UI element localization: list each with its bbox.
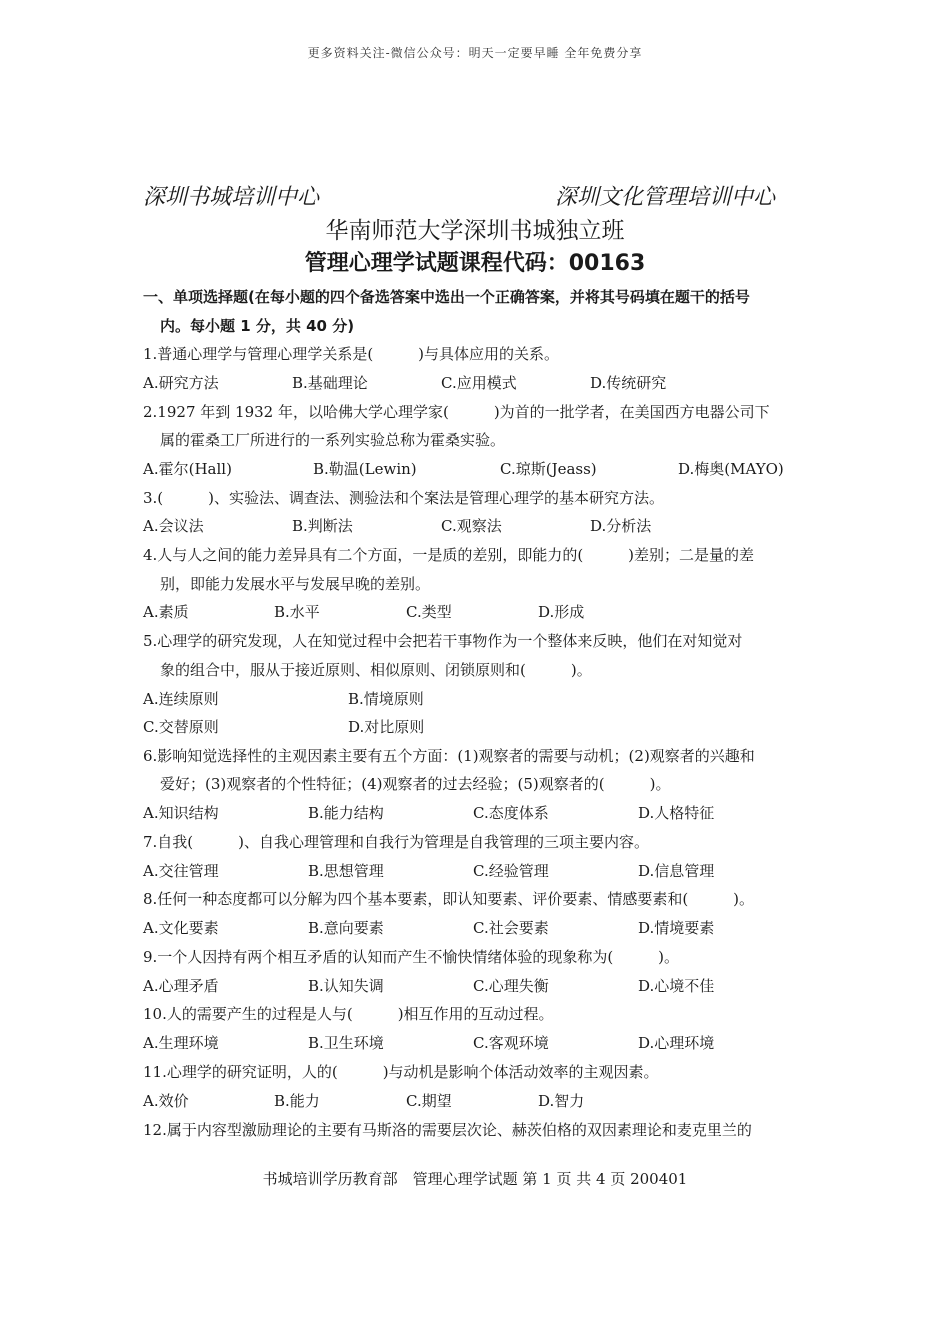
section-heading-cont: 内。每小题 1 分，共 40 分) [160, 317, 355, 335]
option-b: B.判断法 [292, 517, 353, 535]
option-a: A.知识结构 [143, 804, 219, 822]
option-b: B.勒温(Lewin) [313, 460, 417, 478]
option-a: A.研究方法 [143, 374, 219, 392]
option-a: A.霍尔(Hall) [143, 460, 232, 478]
option-c: C.类型 [406, 603, 452, 621]
option-a: A.文化要素 [143, 919, 219, 937]
option-d: D.信息管理 [638, 862, 715, 880]
question-6: 6.影响知觉选择性的主观因素主要有五个方面：(1)观察者的需要与动机；(2)观察者的兴趣和 [143, 747, 755, 765]
option-c: C.应用模式 [441, 374, 517, 392]
option-c: C.观察法 [441, 517, 502, 535]
option-a: A.心理矛盾 [143, 977, 219, 995]
option-d: D.形成 [538, 603, 585, 621]
option-c: C.交替原则 [143, 718, 219, 736]
option-b: B.能力结构 [308, 804, 384, 822]
question-2-cont: 属的霍桑工厂所进行的一系列实验总称为霍桑实验。 [160, 431, 506, 449]
option-a: A.交往管理 [143, 862, 219, 880]
option-d: D.情境要素 [638, 919, 715, 937]
question-5: 5.心理学的研究发现，人在知觉过程中会把若干事物作为一个整体来反映，他们在对知觉对 [143, 632, 743, 650]
option-b: B.情境原则 [348, 690, 424, 708]
question-10: 10.人的需要产生的过程是人与( )相互作用的互动过程。 [143, 1005, 554, 1023]
option-c: C.经验管理 [473, 862, 549, 880]
question-11: 11.心理学的研究证明，人的( )与动机是影响个体活动效率的主观因素。 [143, 1063, 659, 1081]
question-7: 7.自我( )、自我心理管理和自我行为管理是自我管理的三项主要内容。 [143, 833, 650, 851]
question-8: 8.任何一种态度都可以分解为四个基本要素，即认知要素、评价要素、情感要素和( )。 [143, 890, 755, 908]
page-footer: 书城培训学历教育部 管理心理学试题 第 1 页 共 4 页 200401 [262, 1170, 688, 1188]
option-c: C.态度体系 [473, 804, 549, 822]
option-b: B.意向要素 [308, 919, 384, 937]
option-d: D.梅奥(MAYO) [678, 460, 784, 478]
option-d: D.心理环境 [638, 1034, 715, 1052]
option-a: A.连续原则 [143, 690, 219, 708]
header-right: 深圳文化管理培训中心 [555, 185, 776, 210]
option-d: D.分析法 [590, 517, 652, 535]
question-9: 9.一个人因持有两个相互矛盾的认知而产生不愉快情绪体验的现象称为( )。 [143, 948, 680, 966]
banner: 更多资料关注-微信公众号：明天一定要早睡 全年免费分享 [307, 46, 643, 60]
option-d: D.传统研究 [590, 374, 667, 392]
option-b: B.卫生环境 [308, 1034, 384, 1052]
question-6-cont: 爱好；(3)观察者的个性特征；(4)观察者的过去经验；(5)观察者的( )。 [160, 775, 671, 793]
option-b: B.能力 [274, 1092, 320, 1110]
question-12: 12.属于内容型激励理论的主要有马斯洛的需要层次论、赫茨伯格的双因素理论和麦克里兰的 [143, 1121, 752, 1139]
question-4-cont: 别，即能力发展水平与发展早晚的差别。 [160, 575, 431, 593]
option-a: A.素质 [143, 603, 189, 621]
option-c: C.社会要素 [473, 919, 549, 937]
option-d: D.对比原则 [348, 718, 425, 736]
option-c: C.期望 [406, 1092, 452, 1110]
university-title: 华南师范大学深圳书城独立班 [325, 218, 625, 244]
option-b: B.水平 [274, 603, 320, 621]
question-4: 4.人与人之间的能力差异具有二个方面，一是质的差别，即能力的( )差别；二是量的差 [143, 546, 755, 564]
option-d: D.人格特征 [638, 804, 715, 822]
header-left: 深圳书城培训中心 [143, 185, 320, 210]
option-c: C.客观环境 [473, 1034, 549, 1052]
question-2: 2.1927 年到 1932 年，以哈佛大学心理学家( )为首的一批学者，在美国西方电器公司下 [143, 403, 770, 421]
option-a: A.会议法 [143, 517, 204, 535]
option-c: C.心理失衡 [473, 977, 549, 995]
option-c: C.琼斯(Jeass) [500, 460, 597, 478]
option-b: B.思想管理 [308, 862, 384, 880]
option-d: D.智力 [538, 1092, 585, 1110]
option-d: D.心境不佳 [638, 977, 715, 995]
option-a: A.效价 [143, 1092, 189, 1110]
question-1: 1.普通心理学与管理心理学关系是( )与具体应用的关系。 [143, 345, 560, 363]
option-b: B.基础理论 [292, 374, 368, 392]
option-a: A.生理环境 [143, 1034, 219, 1052]
section-heading: 一、单项选择题(在每小题的四个备选答案中选出一个正确答案，并将其号码填在题干的括号 [143, 288, 750, 306]
question-3: 3.( )、实验法、调查法、测验法和个案法是管理心理学的基本研究方法。 [143, 489, 665, 507]
question-5-cont: 象的组合中，服从于接近原则、相似原则、闭锁原则和( )。 [160, 661, 592, 679]
exam-title: 管理心理学试题课程代码：00163 [304, 251, 646, 276]
option-b: B.认知失调 [308, 977, 384, 995]
